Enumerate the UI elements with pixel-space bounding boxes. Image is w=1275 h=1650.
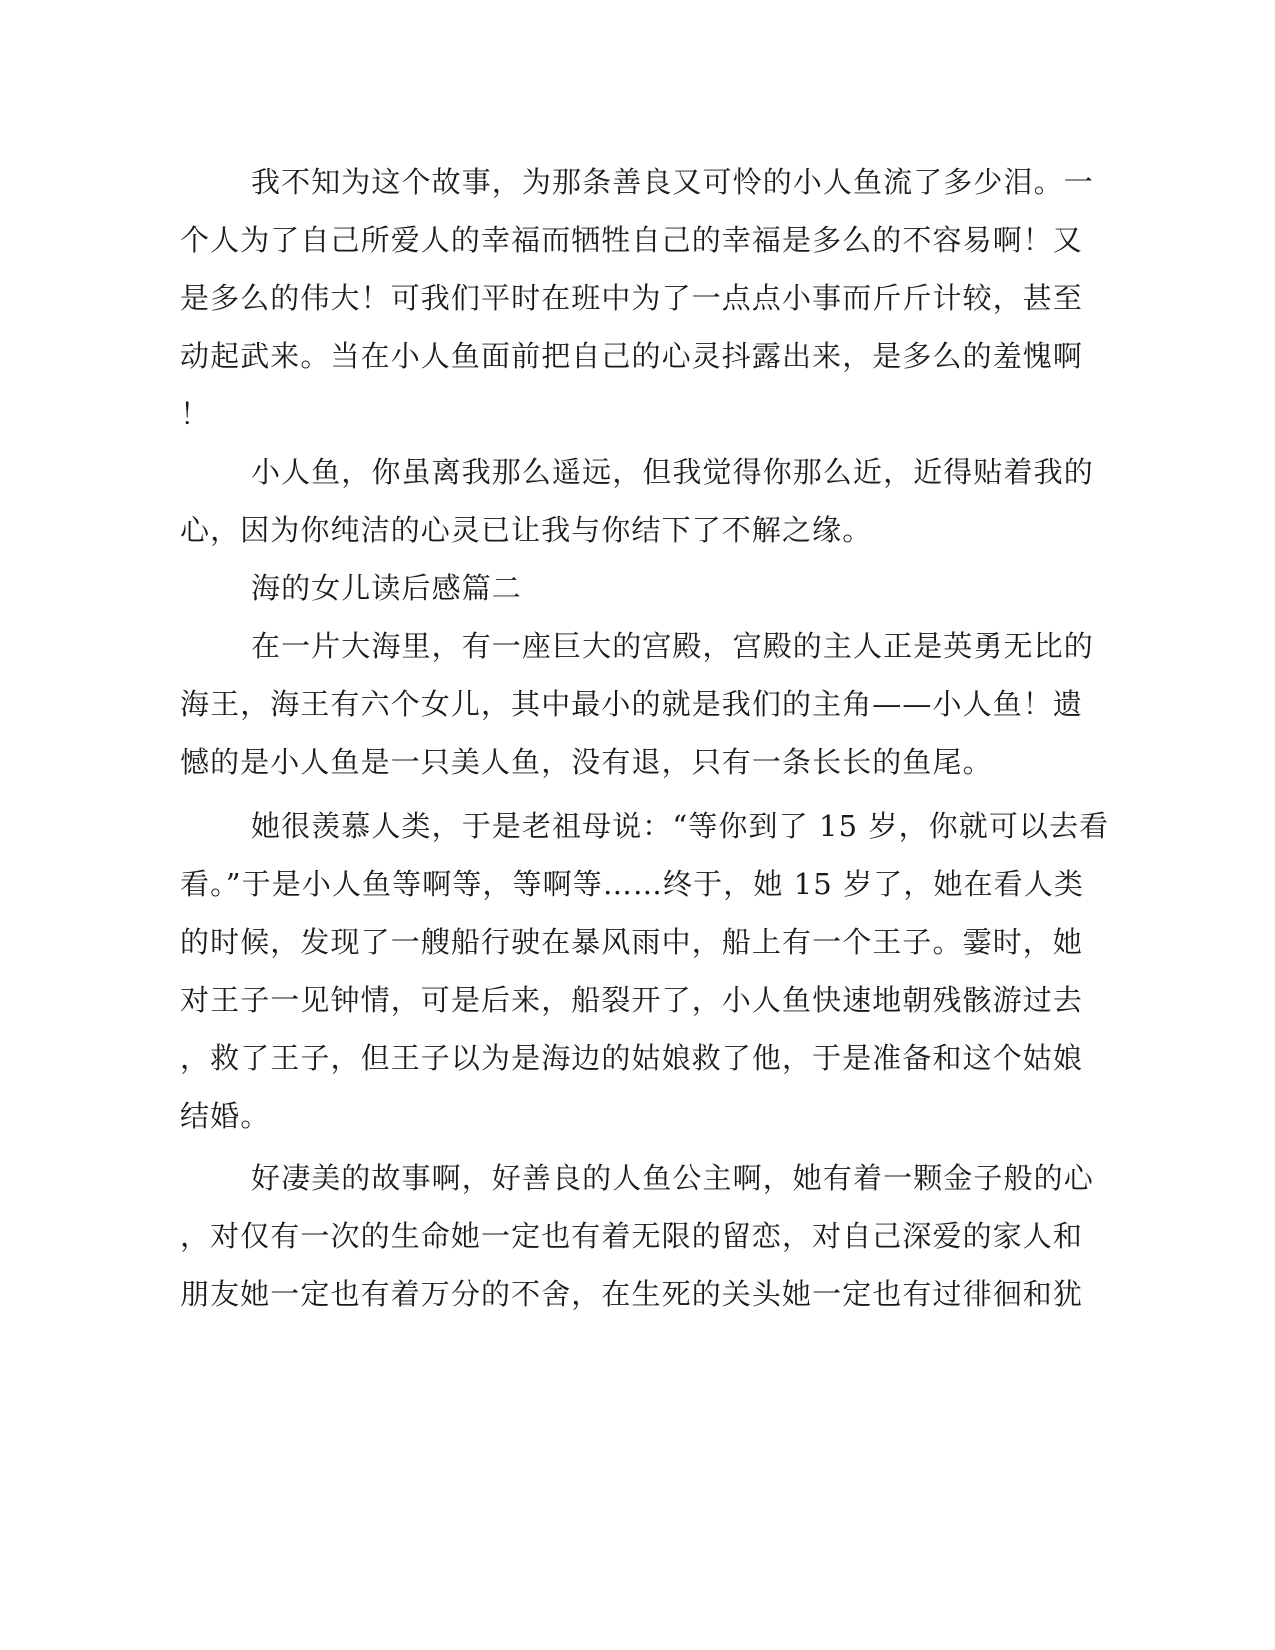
text-line: ，救了王子，但王子以为是海边的姑娘救了他，于是准备和这个姑娘 [180,1041,1084,1075]
text-line: 小人鱼，你虽离我那么遥远，但我觉得你那么近，近得贴着我的 [251,455,1094,489]
text-line: 的时候，发现了一艘船行驶在暴风雨中，船上有一个王子。霎时，她 [180,925,1084,959]
text-line: 憾的是小人鱼是一只美人鱼，没有退，只有一条长长的鱼尾。 [180,745,993,779]
text-line: 好凄美的故事啊，好善良的人鱼公主啊，她有着一颗金子般的心 [251,1161,1094,1195]
text-line: 在一片大海里，有一座巨大的宫殿，宫殿的主人正是英勇无比的 [251,629,1094,663]
section-heading: 海的女儿读后感篇二 [251,571,522,605]
text-line: 个人为了自己所爱人的幸福而牺牲自己的幸福是多么的不容易啊！又 [180,223,1084,257]
text-line: 心，因为你纯洁的心灵已让我与你结下了不解之缘。 [180,513,873,547]
text-line: ！ [180,397,211,431]
text-line: 她很羡慕人类，于是老祖母说：“等你到了 15 岁，你就可以去看 [251,809,1110,843]
text-line: ，对仅有一次的生命她一定也有着无限的留恋，对自己深爱的家人和 [180,1219,1084,1253]
text-line: 我不知为这个故事，为那条善良又可怜的小人鱼流了多少泪。一 [251,165,1094,199]
text-line: 看。”于是小人鱼等啊等，等啊等……终于，她 15 岁了，她在看人类 [180,867,1084,901]
text-line: 朋友她一定也有着万分的不舍，在生死的关头她一定也有过徘徊和犹 [180,1277,1084,1311]
text-line: 结婚。 [180,1099,271,1133]
text-line: 对王子一见钟情，可是后来，船裂开了，小人鱼快速地朝残骸游过去 [180,983,1084,1017]
text-line: 海王，海王有六个女儿，其中最小的就是我们的主角——小人鱼！遗 [180,687,1084,721]
text-line: 是多么的伟大！可我们平时在班中为了一点点小事而斤斤计较，甚至 [180,281,1084,315]
text-line: 动起武来。当在小人鱼面前把自己的心灵抖露出来，是多么的羞愧啊 [180,339,1084,373]
